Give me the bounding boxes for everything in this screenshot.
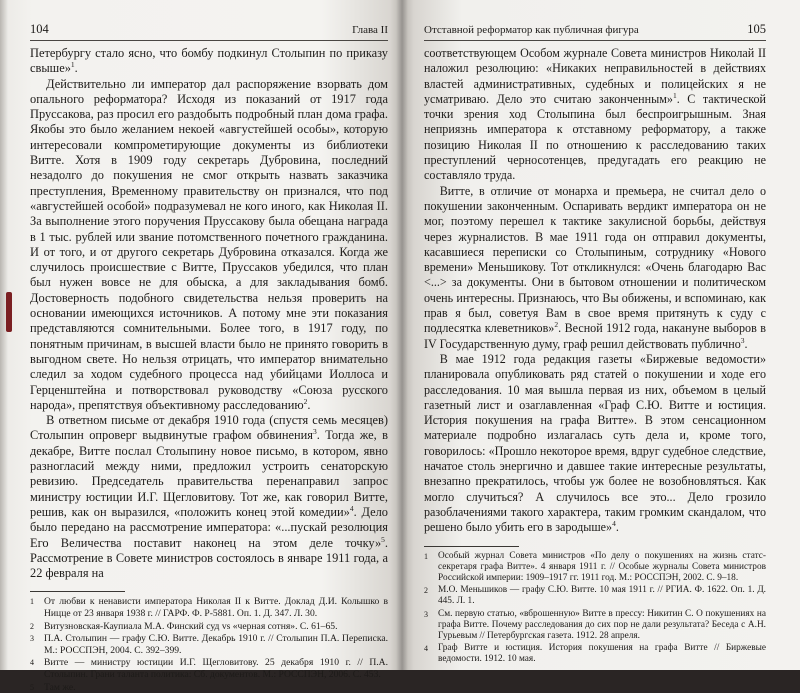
footnote: 4 Витте — министру юстиции И.Г. Щегловитову. 25 декабря 1910 г. // П.А. Столыпин. Грани таланта политика: Сб. документов. М.: РОССПЭН, 2006. С. 453. — [30, 657, 388, 680]
footnote: 1 Особый журнал Совета министров «По делу о покушениях на жизнь статс-секретаря графа Витте». 4 января 1911 г. // Особые журналы Совета министров Российской империи: 1909–1917 гг. 1911 год. М.: РОССПЭН, 2002. С. 9–18. — [424, 550, 766, 583]
bookmark-ribbon — [6, 292, 12, 332]
paragraph: Витте, в отличие от монарха и премьера, не считал дело о покушении законченным. Оспаривать вердикт императора он не мог, поэтому перешел к тактике закулисной борьбы, действуя через журналистов. В мае 1911 года он отправил документы, касавшиеся переписки со Столыпиным, сотруднику «Нового времени» Меньшикову. Тот откликнулся: «Очень благодарю Вас <...> за документы. Они в бытовом отношении и политическом очень интересны. Признаюсь, что Вы обижены, и вспоминаю, как прав я был, советуя Вам в свое время притянуть к суду с подлесятка клеветников»$^2$. Весной 1912 года, накануне выборов в IV Государственную думу, граф решил действовать публично$^3$. — [424, 183, 766, 351]
page-edge — [0, 0, 8, 670]
right-footnotes — [424, 551, 766, 666]
footnote: 3 См. первую статью, «вброшенную» Витте в прессу: Никитин С. О покушениях на графа Витте. Почему расследования до сих пор не дали результата? Беседа с А.Н. Гурьевым // Петербургская газета. 1912. 28 апреля. — [424, 608, 766, 641]
footnote-divider — [424, 546, 519, 547]
section-title: Отставной реформатор как публичная фигура — [424, 24, 639, 36]
paragraph: Действительно ли император дал распоряжение взорвать дом опального реформатора? Исходя из показаний от 1917 года Пруссакова, раз просил его раздобыть подробный план дома графа. Якобы это было желанием некоей «августейшей особы», которую интересовали компрометирующие документы из библиотеки Витте. Хотя в 1909 году секретарь Дубровина, последний незадолго до покушения не смог открыть назвать заказчика преступления, Временному правительству он признался, что под «августейшей особой» подразумевал не кого иного, как Николая II. За выполнение этого поручения Пруссакову была обещана награда в 1 тыс. рублей или звание потомственного почетного гражданина. И от того, и от другого секретарь Дубровина отказался. Когда же случилось происшествие с Витте, Пруссаков убедился, что план был нужен вовсе не для обыска, а для закладывания бомб. Достоверность подобного свидетельства нельзя проверить на основании имеющихся источников. А потому мне эти показания представляются сомнительными. Более того, в 1917 году, по понятным причинам, в высшей власти было не принято говорить в выгодном свете. Но нельзя отрицать, что император внимательно следил за ходом судебного процесса над убийцами Иоллоса и Герценштейна и потворствовал руководству «Союза русского народа», препятствуя объективному расследованию$^2$. — [30, 76, 388, 412]
right-running-head — [424, 22, 766, 41]
paragraph: Петербургу стало ясно, что бомбу подкинул Столыпин по приказу свыше»$^1$. — [30, 46, 388, 76]
footnote: 2 М.О. Меньшиков — графу С.Ю. Витте. 10 мая 1911 г. // РГИА. Ф. 1622. Оп. 1. Д. 445. Л. 1. — [424, 585, 766, 607]
page-number: 105 — [747, 22, 766, 36]
chapter-title: Глава II — [352, 24, 388, 36]
paragraph: В ответном письме от декабря 1910 года (спустя семь месяцев) Столыпин опроверг выдвинутые графом обвинения$^3$. Тогда же, в декабре, Витте послал Столыпину новое письмо, в котором, явно разногласий между ними, предложил устроить сенаторскую ревизию. Председатель правительства перенаправил запрос министру юстиции И.Г. Щегловитову. Тот же, как говорил Витте, решив, как он выразился, «положить конец этой комедии»$^4$. Дело было передано на рассмотрение императора: «...пускай резолюция Его Величества поставит наконец на этом деле точку»$^5$. Рассмотрение в Совете министров состоялось в январе 1911 года, а 22 февраля на — [30, 413, 389, 581]
left-body-text — [30, 46, 388, 581]
footnote: 5 Там же. — [30, 681, 76, 693]
right-body-text — [424, 46, 766, 536]
left-footnotes — [30, 596, 388, 693]
left-running-head — [30, 22, 388, 41]
paragraph: соответствующем Особом журнале Совета министров Николай II наложил резолюцию: «Никаких неправильностей в действиях властей административных, судебных и полицейских я не усматриваю. Дело это считаю законченным»$^1$. С тактической точки зрения ход Столыпина был беспроигрышным. Зная неприязнь императора к отставному реформатору, а также позицию Николая II по отношению к расследованию таких преступлений черносотенцев, предугадать его реакцию не составляло труда. — [424, 46, 766, 183]
footnote: 3 П.А. Столыпин — графу С.Ю. Витте. Декабрь 1910 г. // Столыпин П.А. Переписка. М.: РОССПЭН, 2004. С. 392–399. — [30, 633, 388, 656]
footnote: 1 От любви к ненависти императора Николая II к Витте. Доклад Д.И. Колышко в Ницце от 23 января 1938 г. // ГАРФ. Ф. Р-5881. Оп. 1. Д. 347. Л. 30. — [30, 596, 388, 619]
paragraph: В мае 1912 года редакция газеты «Биржевые ведомости» планировала опубликовать ряд статей о покушении и ходе его расследования. 10 мая вышла первая из них, объемом в целый газетный лист и озаглавленная «Граф С.Ю. Витте и юстиция. История покушения на графа Витте». В этом сенсационном материале подробно излагалась суть дела и, кроме того, говорилось: «Прошло некоторое время, вдруг судебное следствие, начатое столь энергично и давшее такие интересные результаты, внезапно прекратилось, чтобы уж более не возобновляться. Как могло случиться? А случилось все это... Дело грозило разоблачениями такого характера, таким громким скандалом, что решено было убить его в зародыше»$^4$. — [424, 351, 766, 535]
footnote: 2 Витузновская-Каупиала М.А. Финский суд vs «черная сотня». С. 61–65. — [30, 620, 338, 632]
page-number: 104 — [30, 22, 49, 36]
right-page — [402, 0, 800, 670]
footnote-divider — [30, 591, 125, 592]
footnote: 4 Граф Витте и юстиция. История покушения на графа Витте // Биржевые ведомости. 1912. 10 мая. — [424, 643, 766, 665]
